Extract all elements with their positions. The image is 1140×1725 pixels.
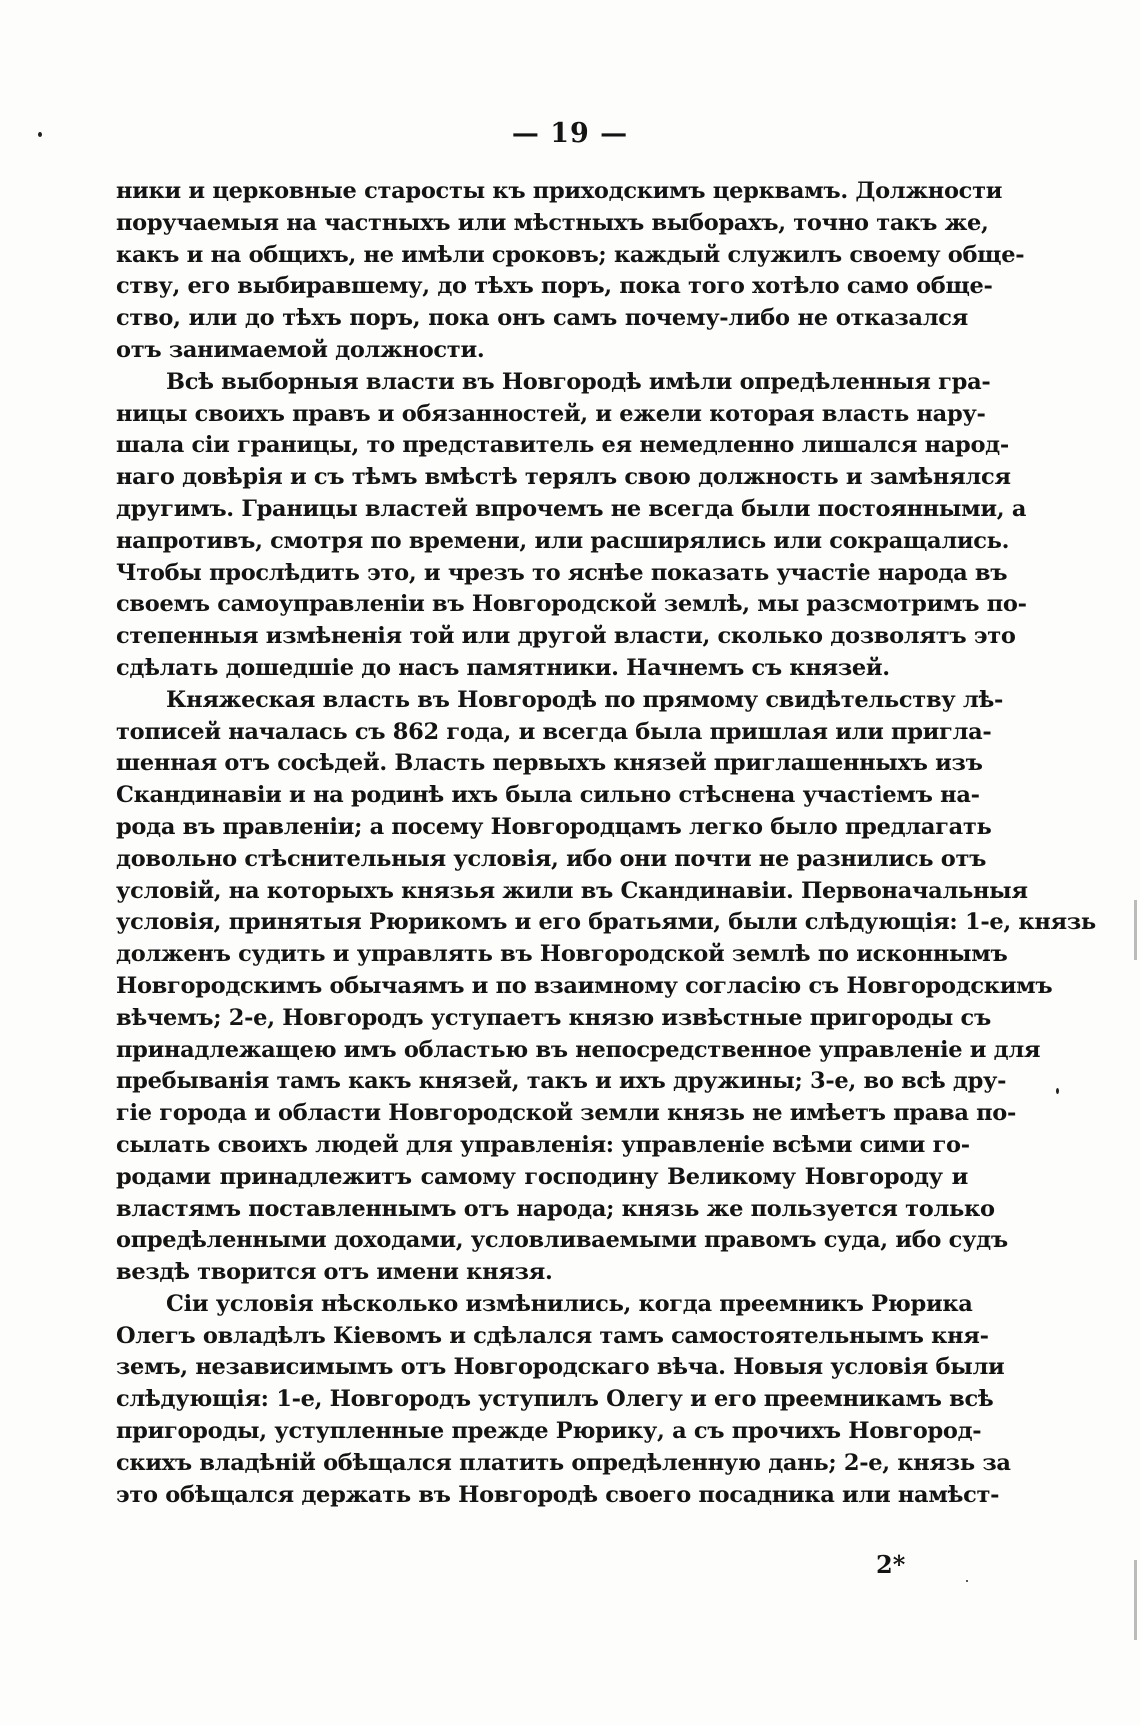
text-line: Чтобы прослѣдить это, и чрезъ то яснѣе показать участіе народа въ: [116, 559, 1008, 586]
text-line: отъ занимаемой должности.: [116, 336, 485, 363]
text-line: это обѣщался держать въ Новгородѣ своего посадника или намѣст-: [116, 1481, 1000, 1508]
text-line: Новгородскимъ обычаямъ и по взаимному согласію съ Новгородскимъ: [116, 972, 1053, 999]
text-line: земъ, независимымъ отъ Новгородскаго вѣча. Новыя условія были: [116, 1354, 1005, 1381]
text-line: скихъ владѣній обѣщался платить опредѣленную дань; 2-е, князь за: [116, 1449, 1011, 1476]
text-line: родами принадлежитъ самому господину Великому Новгороду и: [116, 1163, 968, 1190]
text-line: слѣдующія: 1-е, Новгородъ уступилъ Олегу и его преемникамъ всѣ: [116, 1386, 994, 1413]
text-line: пребыванія тамъ какъ князей, такъ и ихъ дружины; 3-е, во всѣ дру-: [116, 1068, 1007, 1095]
text-line: вѣчемъ; 2-е, Новгородъ уступаетъ князю извѣстные пригороды съ: [116, 1004, 991, 1031]
text-line: довольно стѣснительныя условія, ибо они почти не разнились отъ: [116, 845, 987, 872]
body-text: [116, 176, 1096, 1511]
text-line: условія, принятыя Рюрикомъ и его братьями, были слѣдующія: 1-е, князь: [116, 909, 1096, 936]
scan-speck: [1056, 1088, 1059, 1094]
text-line: вездѣ творится отъ имени князя.: [116, 1259, 553, 1286]
text-line: сдѣлать дошедшіе до насъ памятники. Начнемъ съ князей.: [116, 654, 890, 681]
text-line: Олегъ овладѣлъ Кіевомъ и сдѣлался тамъ самостоятельнымъ кня-: [116, 1322, 989, 1349]
text-line: рода въ правленіи; а посему Новгородцамъ легко было предлагать: [116, 813, 992, 840]
text-line: пригороды, уступленные прежде Рюрику, а съ прочихъ Новгород-: [116, 1418, 982, 1445]
text-line: долженъ судить и управлять въ Новгородской землѣ по исконнымъ: [116, 941, 1008, 968]
text-line: ники и церковные старосты къ приходскимъ церквамъ. Должности: [116, 178, 1003, 204]
text-line: шала сіи границы, то представитель ея немедленно лишался народ-: [116, 432, 1009, 459]
text-line: какъ и на общихъ, не имѣли сроковъ; каждый служилъ своему обще-: [116, 241, 1025, 268]
printer-signature-mark: 2*: [876, 1550, 906, 1579]
text-line: напротивъ, смотря по времени, или расширялись или сокращались.: [116, 527, 1010, 554]
paragraph-start-line: Сіи условія нѣсколько измѣнились, когда преемникъ Рюрика: [166, 1290, 973, 1317]
text-line: шенная отъ сосѣдей. Власть первыхъ князей приглашенныхъ изъ: [116, 750, 983, 777]
text-line: ницы своихъ правъ и обязанностей, и ежели которая власть нару-: [116, 400, 986, 427]
paragraph-start-line: Княжеская власть въ Новгородѣ по прямому свидѣтельству лѣ-: [166, 686, 1004, 713]
scan-edge-mark: [1134, 1560, 1137, 1640]
text-line: ство, или до тѣхъ поръ, пока онъ самъ почему-либо не отказался: [116, 305, 968, 332]
text-line: поручаемыя на частныхъ или мѣстныхъ выборахъ, точно такъ же,: [116, 209, 989, 236]
scan-speck: [966, 1580, 968, 1582]
text-line: Скандинавіи и на родинѣ ихъ была сильно стѣснена участіемъ на-: [116, 782, 980, 809]
text-line: тописей началась съ 862 года, и всегда была пришлая или пригла-: [116, 718, 992, 745]
text-line: сылать своихъ людей для управленія: управленіе всѣми сими го-: [116, 1131, 970, 1158]
scan-edge-mark: [1134, 900, 1137, 960]
text-line: своемъ самоуправленіи въ Новгородской землѣ, мы разсмотримъ по-: [116, 591, 1027, 618]
text-line: другимъ. Границы властей впрочемъ не всегда были постоянными, а: [116, 495, 1027, 522]
scan-speck: [38, 132, 42, 137]
text-line: властямъ поставленнымъ отъ народа; князь же пользуется только: [116, 1195, 995, 1222]
text-line: наго довѣрія и съ тѣмъ вмѣстѣ терялъ свою должность и замѣнялся: [116, 464, 1011, 491]
text-line: опредѣленными доходами, условливаемыми правомъ суда, ибо судъ: [116, 1227, 1008, 1254]
text-line: ству, его выбиравшему, до тѣхъ поръ, пока того хотѣло само обще-: [116, 273, 993, 300]
page-number: — 19 —: [511, 118, 629, 149]
text-line: гіе города и области Новгородской земли князь не имѣетъ права по-: [116, 1100, 1017, 1127]
text-line: степенныя измѣненія той или другой власти, сколько дозволятъ это: [116, 623, 1016, 650]
text-line: условій, на которыхъ князья жили въ Скандинавіи. Первоначальныя: [116, 877, 1028, 904]
paragraph-start-line: Всѣ выборныя власти въ Новгородѣ имѣли опредѣленныя гра-: [166, 368, 991, 395]
text-line: принадлежащею имъ областью въ непосредственное управленіе и для: [116, 1036, 1041, 1063]
